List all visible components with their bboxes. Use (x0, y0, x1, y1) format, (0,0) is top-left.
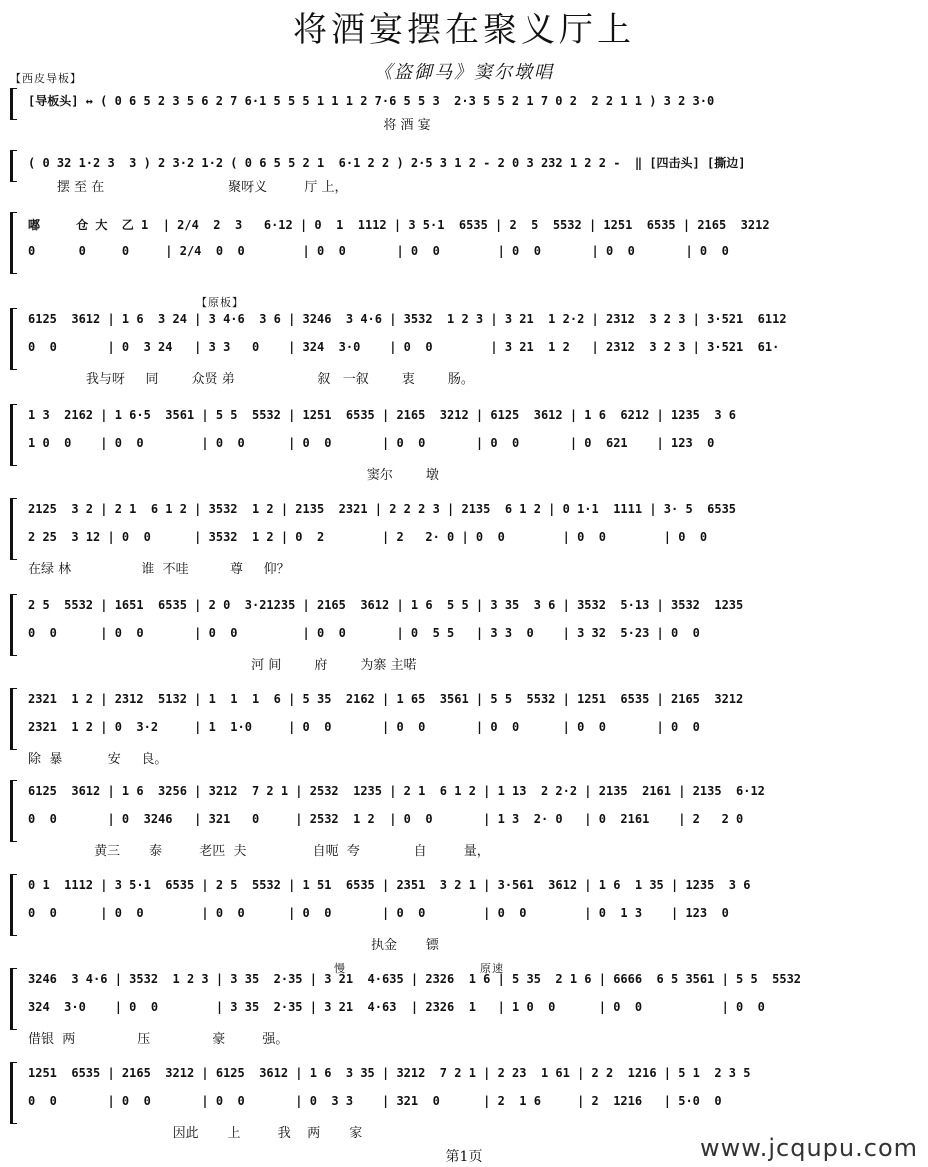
system-bracket (10, 688, 17, 750)
notation-line: 2 5 5532 | 1651 6535 | 2 0 3·21235 | 2165 3612 | 1 6 5 5 | 3 35 3 6 | 3532 5·13 | 3532 1235 (28, 598, 744, 612)
lyrics-line: 借银 两 压 豪 强。 (28, 1032, 289, 1047)
system-bracket (10, 780, 17, 842)
notation-line: 0 0 | 0 0 | 0 0 | 0 3 3 | 321 0 | 2 1 6 | 2 1216 | 5·0 0 (28, 1094, 722, 1108)
notation-line: [导板头] ↔ ( 0 6 5 2 3 5 6 2 7 6·1 5 5 5 1 1 1 2 7·6 5 5 3 2·3 5 5 2 1 7 0 2 2 2 1 1 ) 3 2 3·0 (28, 94, 715, 108)
notation-line: 2321 1 2 | 2312 5132 | 1 1 1 6 | 5 35 2162 | 1 65 3561 | 5 5 5532 | 1251 6535 | 2165 3212 (28, 692, 744, 706)
system-bracket (10, 212, 17, 274)
score-system (10, 1062, 916, 1142)
lyrics-line: 除 暴 安 良。 (28, 752, 168, 767)
score-system (10, 212, 916, 292)
score-system (10, 308, 916, 388)
lyrics-line: 窦尔 墩 (28, 468, 439, 483)
lyrics-line: 执金 镖 (28, 938, 439, 953)
notation-line: 1 3 2162 | 1 6·5 3561 | 5 5 5532 | 1251 6535 | 2165 3212 | 6125 3612 | 1 6 6212 | 1235 3 6 (28, 408, 737, 422)
notation-line: 0 0 | 0 3246 | 321 0 | 2532 1 2 | 0 0 | 1 3 2· 0 | 0 2161 | 2 2 0 (28, 812, 744, 826)
score-system (10, 88, 916, 138)
notation-line: 1 0 0 | 0 0 | 0 0 | 0 0 | 0 0 | 0 0 | 0 621 | 123 0 (28, 436, 715, 450)
score-system (10, 498, 916, 578)
system-bracket (10, 968, 17, 1030)
section-tag-yuanban: 【原板】 (196, 296, 244, 309)
notation-line: 1251 6535 | 2165 3212 | 6125 3612 | 1 6 3 35 | 3212 7 2 1 | 2 23 1 61 | 2 2 1216 | 5 1 2 3 5 (28, 1066, 751, 1080)
notation-line: 2125 3 2 | 2 1 6 1 2 | 3532 1 2 | 2135 2321 | 2 2 2 3 | 2135 6 1 2 | 0 1·1 1111 | 3· 5 6535 (28, 502, 737, 516)
system-bracket (10, 150, 17, 182)
system-bracket (10, 88, 17, 120)
tempo-mark-slow: 慢 (334, 962, 346, 975)
notation-line: 324 3·0 | 0 0 | 3 35 2·35 | 3 21 4·63 | 2326 1 | 1 0 0 | 0 0 | 0 0 (28, 1000, 765, 1014)
score-system (10, 874, 916, 954)
notation-line: 0 0 | 0 0 | 0 0 | 0 0 | 0 5 5 | 3 3 0 | 3 32 5·23 | 0 0 (28, 626, 700, 640)
notation-line: 6125 3612 | 1 6 3 24 | 3 4·6 3 6 | 3246 3 4·6 | 3532 1 2 3 | 3 21 1 2·2 | 2312 3 2 3 | 3·521 6112 (28, 312, 787, 326)
tempo-mark-original: 原速 (480, 962, 504, 975)
system-bracket (10, 498, 17, 560)
score-system (10, 968, 916, 1048)
lyrics-line: 在绿 林 谁 不哇 尊 仰？ (28, 562, 290, 577)
section-tag-xipi: 【西皮导板】 (10, 72, 82, 85)
notation-line: 3246 3 4·6 | 3532 1 2 3 | 3 35 2·35 | 3 21 4·635 | 2326 1 6 | 5 35 2 1 6 | 6666 6 5 3561 | 5 5 5532 (28, 972, 802, 986)
score-system (10, 688, 916, 768)
system-bracket (10, 1062, 17, 1124)
lyrics-line: 摆 至 在 聚呀义 厅 上， (28, 180, 348, 195)
score-system (10, 150, 916, 200)
watermark: www.jcqupu.com (700, 1134, 918, 1162)
notation-line: 0 0 | 0 0 | 0 0 | 0 0 | 0 0 | 0 0 | 0 1 3 | 123 0 (28, 906, 729, 920)
notation-line: 0 0 0 | 2/4 0 0 | 0 0 | 0 0 | 0 0 | 0 0 | 0 0 (28, 244, 729, 258)
notation-line: 2 25 3 12 | 0 0 | 3532 1 2 | 0 2 | 2 2· 0 | 0 0 | 0 0 | 0 0 (28, 530, 708, 544)
notation-line: 0 0 | 0 3 24 | 3 3 0 | 324 3·0 | 0 0 | 3 21 1 2 | 2312 3 2 3 | 3·521 61· (28, 340, 780, 354)
notation-line: 2321 1 2 | 0 3·2 | 1 1·0 | 0 0 | 0 0 | 0 0 | 0 0 | 0 0 (28, 720, 700, 734)
page-title: 将酒宴摆在聚义厅上 (293, 10, 635, 50)
score-system (10, 594, 916, 674)
notation-line: 6125 3612 | 1 6 3256 | 3212 7 2 1 | 2532 1235 | 2 1 6 1 2 | 1 13 2 2·2 | 2135 2161 | 2135 6·12 (28, 784, 765, 798)
score-system (10, 404, 916, 484)
system-bracket (10, 874, 17, 936)
page-subtitle: 《盗御马》窦尔墩唱 (374, 62, 554, 83)
system-bracket (10, 404, 17, 466)
system-bracket (10, 308, 17, 370)
page-number: 第1页 (445, 1149, 483, 1165)
system-bracket (10, 594, 17, 656)
lyrics-line: 我与呀 同 众贤 弟 叙 一叙 衷 肠。 (28, 372, 474, 387)
notation-line: ( 0 32 1·2 3 3 ) 2 3·2 1·2 ( 0 6 5 5 2 1 6·1 2 2 ) 2·5 3 1 2 - 2 0 3 232 1 2 2 - ‖ [四击头] [撕边] (28, 156, 746, 170)
notation-line: 0 1 1112 | 3 5·1 6535 | 2 5 5532 | 1 51 6535 | 2351 3 2 1 | 3·561 3612 | 1 6 1 35 | 1235 3 6 (28, 878, 751, 892)
lyrics-line: 黄三 泰 老匹 夫 自呃 夸 自 量， (28, 844, 490, 859)
notation-line: 嘟 仓 大 乙 1 | 2/4 2 3 6·12 | 0 1 1112 | 3 5·1 6535 | 2 5 5532 | 1251 6535 | 2165 3212 (28, 218, 770, 232)
score-system (10, 780, 916, 860)
lyrics-line: 因此 上 我 两 家 (28, 1126, 363, 1141)
lyrics-line: 河 间 府 为寨 主喏 (28, 658, 417, 673)
lyrics-line: 将 酒 宴 (28, 118, 431, 133)
